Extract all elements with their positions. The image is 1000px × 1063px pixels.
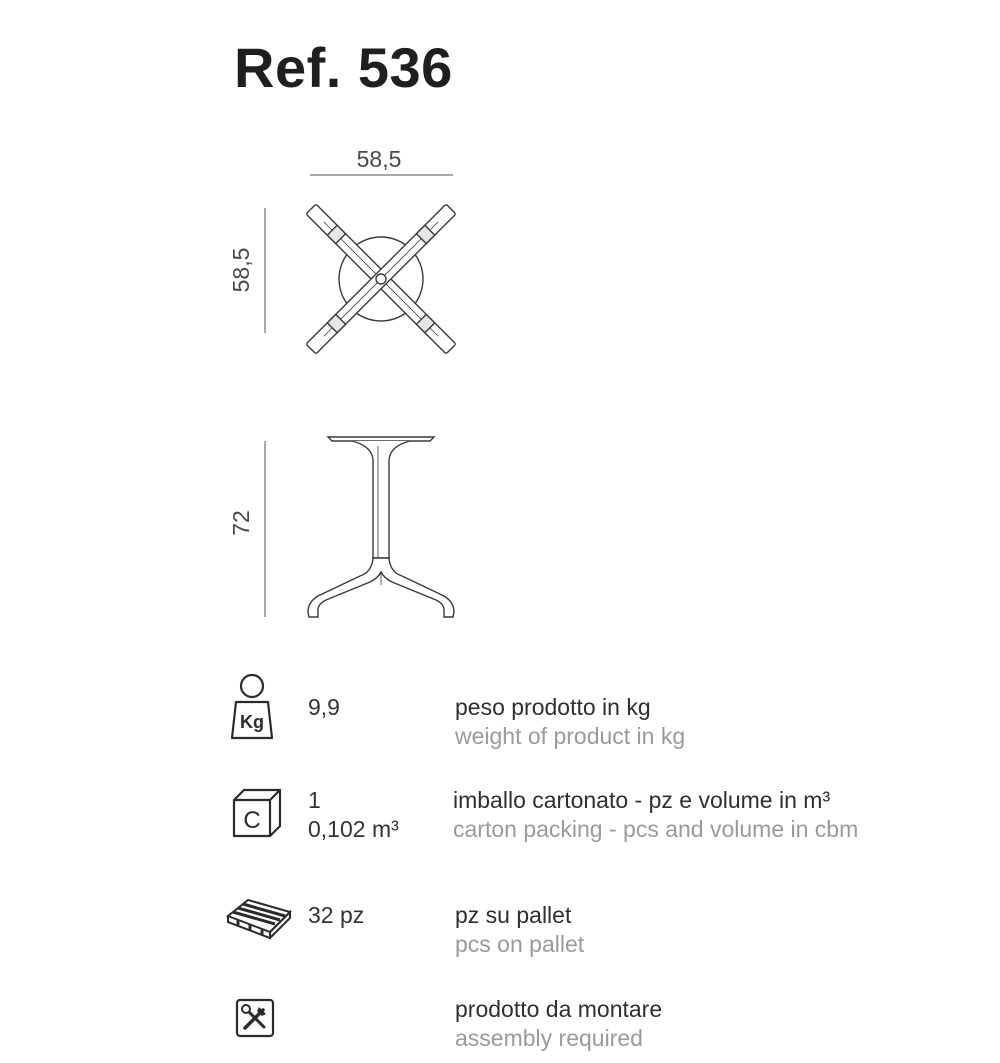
assembly-label-it: prodotto da montare [455, 996, 663, 1022]
pallet-value: 32 pz [308, 902, 365, 928]
pallet-description [455, 901, 584, 959]
weight-label-en: weight of product in kg [455, 723, 686, 749]
depth-dimension-label: 58,5 [228, 247, 254, 293]
weight-icon-label: Kg [240, 712, 264, 732]
side-view [308, 437, 454, 617]
weight-label-it: peso prodotto in kg [455, 694, 651, 720]
pallet-label-it: pz su pallet [455, 902, 572, 928]
assembly-label-en: assembly required [455, 1025, 643, 1051]
pallet-icon [226, 898, 292, 942]
center-hub [376, 274, 386, 284]
weight-value: 9,9 [308, 694, 340, 720]
width-dimension-label: 58,5 [356, 146, 402, 172]
carton-volume: 0,102 m³ [308, 816, 399, 842]
weight-description [455, 693, 685, 751]
carton-pieces: 1 [308, 787, 321, 813]
pallet-label-en: pcs on pallet [455, 931, 585, 957]
carton-label-en: carton packing - pcs and volume in cbm [453, 816, 859, 842]
height-dimension-label: 72 [228, 510, 254, 536]
carton-label-it: imballo cartonato - pz e volume in m³ [453, 787, 831, 813]
page-title: Ref. 536 [234, 36, 453, 99]
tools-icon [235, 998, 275, 1038]
assembly-description [455, 995, 662, 1053]
carton-description [453, 786, 858, 844]
plan-view [306, 204, 456, 354]
column-top [352, 441, 410, 558]
carton-icon-label: C [243, 807, 261, 834]
weight-icon [230, 672, 274, 742]
base-legs [308, 558, 454, 617]
top-plate [328, 437, 434, 441]
carton-value [308, 786, 399, 844]
carton-icon [232, 788, 284, 840]
